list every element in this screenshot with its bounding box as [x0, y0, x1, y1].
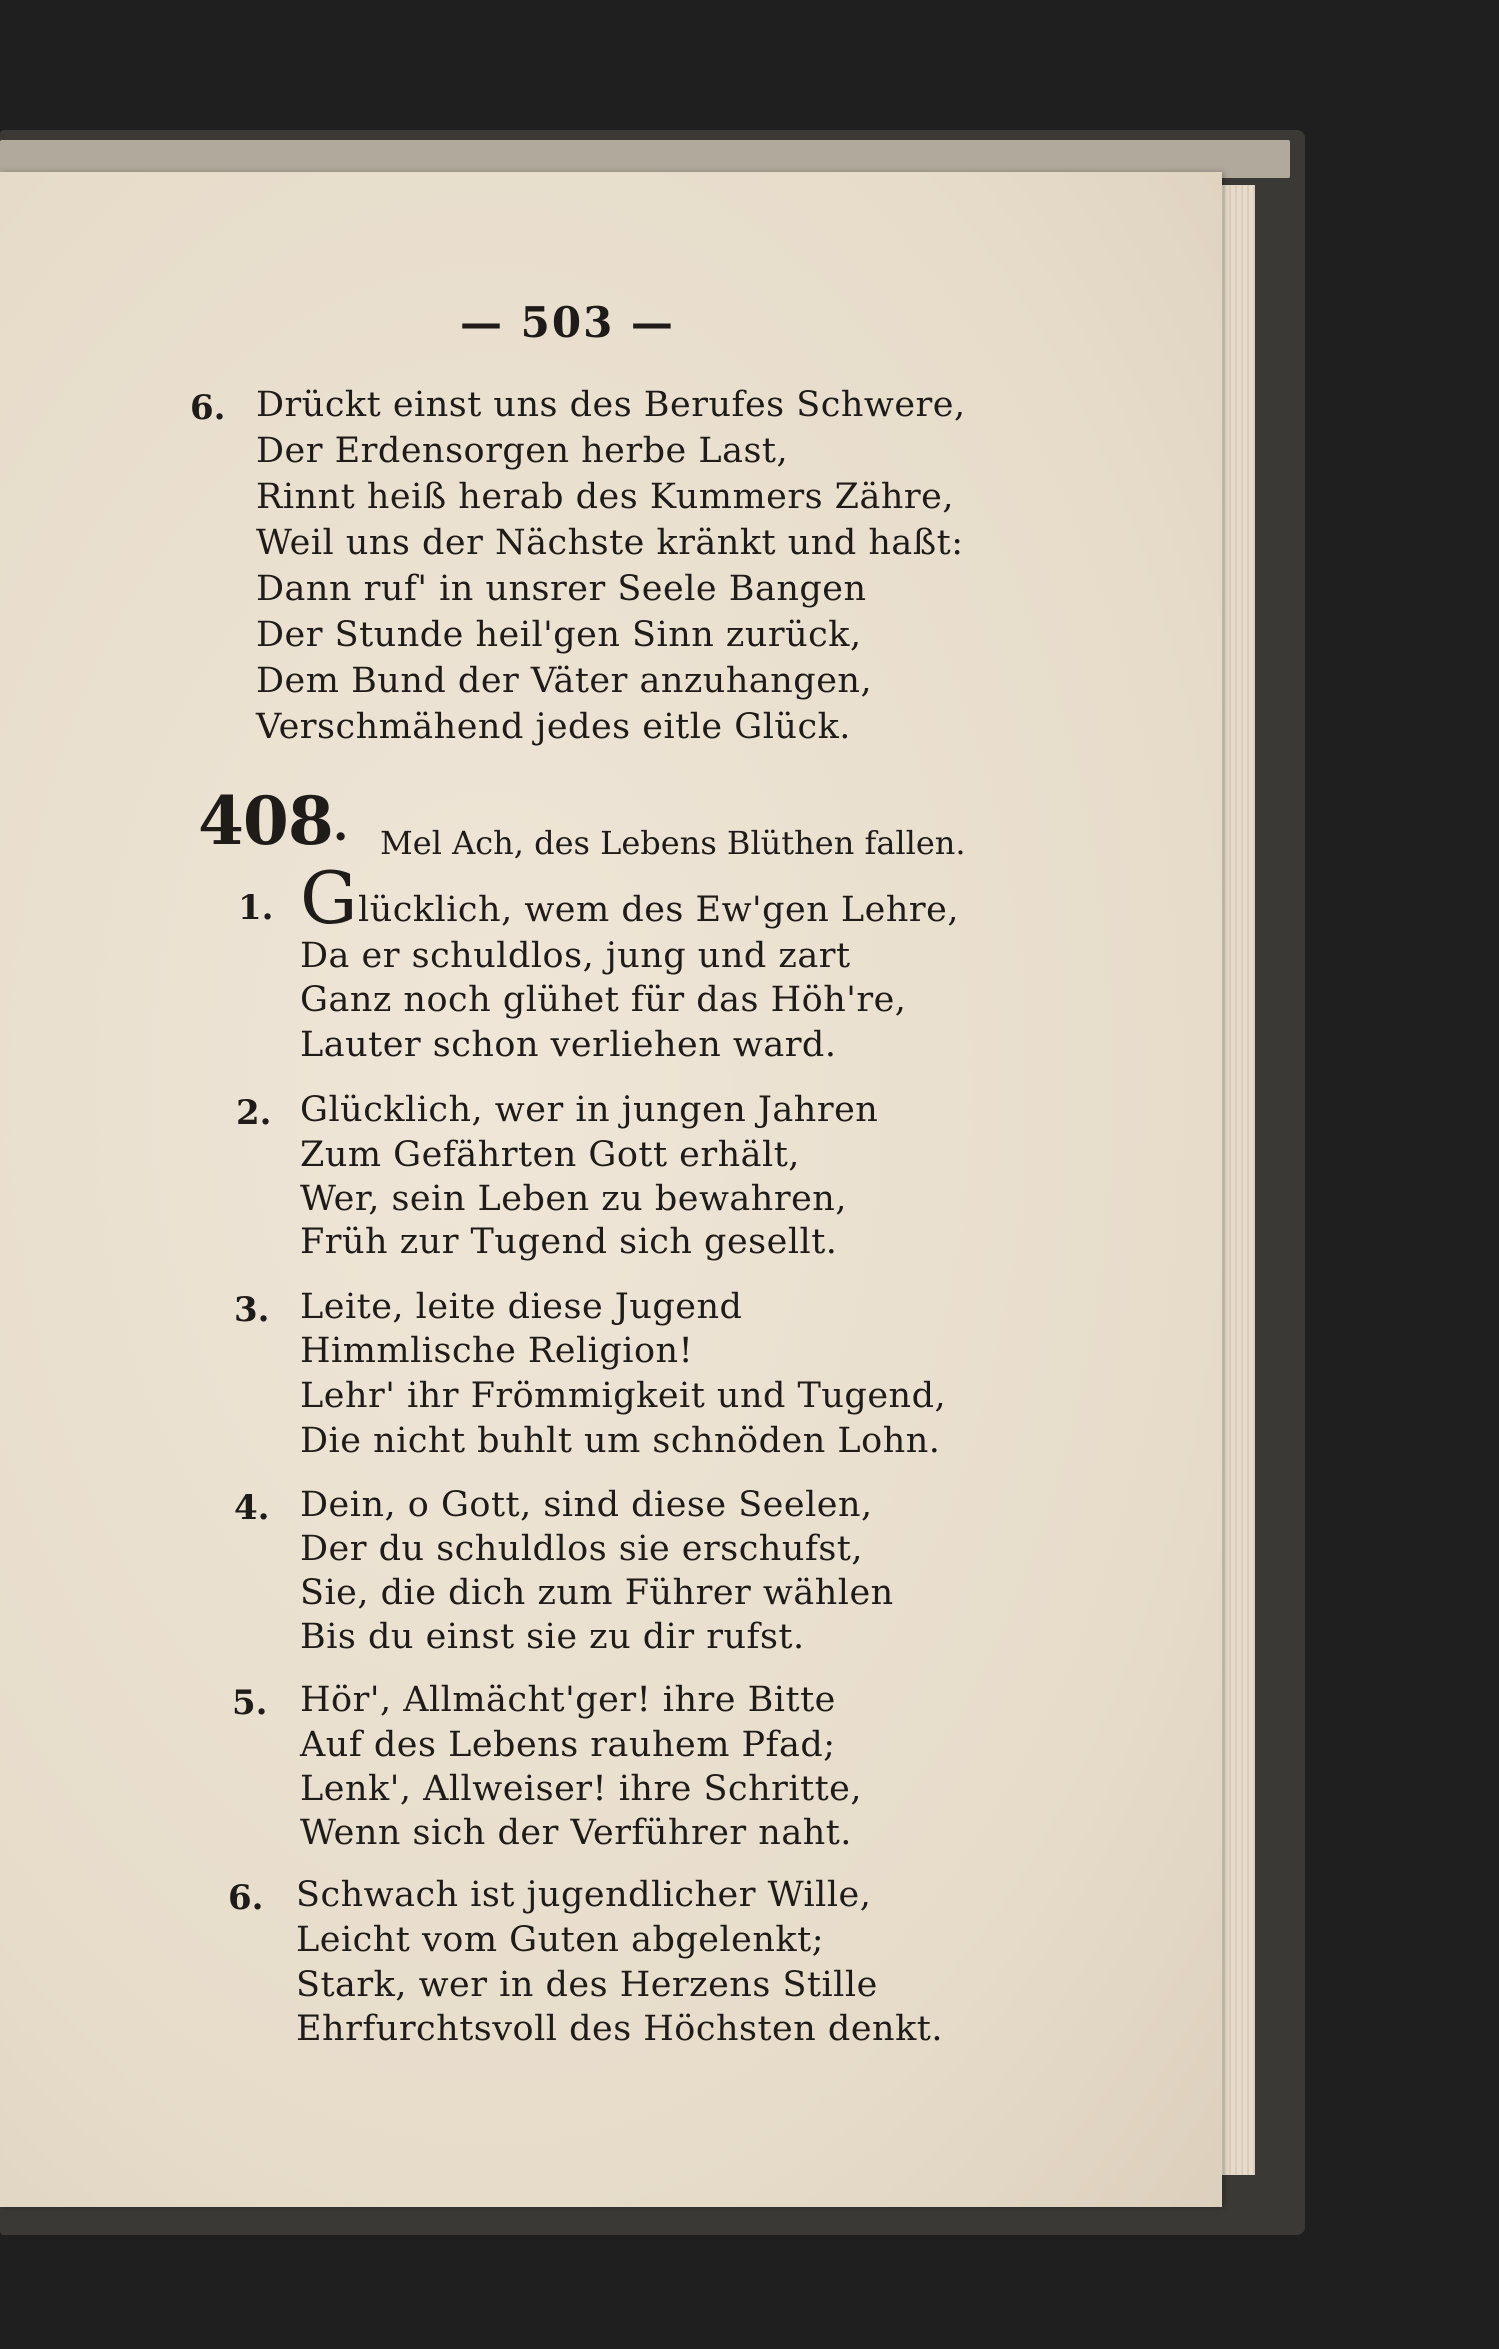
verse-line: Ganz noch glühet für das Höh're,	[300, 980, 907, 1020]
melody-reference: Mel Ach, des Lebens Blüthen fallen.	[380, 824, 966, 862]
verse-line: Der Erdensorgen herbe Last,	[256, 431, 789, 471]
verse-line: Wer, sein Leben zu bewahren,	[300, 1179, 847, 1219]
verse-line: Ehrfurchtsvoll des Höchsten denkt.	[296, 2009, 943, 2049]
verse-number: 6.	[228, 1878, 264, 1918]
hymn-number-dot: .	[333, 800, 349, 851]
verse-line: Rinnt heiß herab des Kummers Zähre,	[256, 477, 954, 517]
verse-line: Hör', Allmächt'ger! ihre Bitte	[300, 1680, 836, 1720]
verse-number: 5.	[232, 1683, 268, 1723]
verse-line: Bis du einst sie zu dir rufst.	[300, 1617, 805, 1657]
verse-line: Sie, die dich zum Führer wählen	[300, 1573, 894, 1613]
verse-line: lücklich, wem des Ew'gen Lehre,	[358, 890, 959, 930]
verse-number: 4.	[234, 1488, 270, 1528]
page-number: — 503 —	[460, 298, 675, 347]
verse-line: Der Stunde heil'gen Sinn zurück,	[256, 615, 862, 655]
verse-line: Leite, leite diese Jugend	[300, 1287, 743, 1327]
verse-number: 6.	[190, 388, 226, 428]
drop-cap: G	[300, 856, 358, 940]
verse-number: 2.	[236, 1093, 272, 1133]
verse-line: Himmlische Religion!	[300, 1331, 694, 1371]
verse-line: Auf des Lebens rauhem Pfad;	[300, 1725, 836, 1765]
verse-line: Weil uns der Nächste kränkt und haßt:	[256, 523, 964, 563]
verse-line: Drückt einst uns des Berufes Schwere,	[256, 385, 966, 425]
verse-line: Schwach ist jugendlicher Wille,	[296, 1875, 872, 1915]
verse-line: Lenk', Allweiser! ihre Schritte,	[300, 1769, 863, 1809]
verse-line: Wenn sich der Verführer naht.	[300, 1813, 852, 1853]
verse-line: Lauter schon verliehen ward.	[300, 1025, 837, 1065]
hymn-number: 408	[198, 782, 333, 860]
verse-line: Glücklich, wer in jungen Jahren	[300, 1090, 879, 1130]
verse-line: Stark, wer in des Herzens Stille	[296, 1965, 878, 2005]
verse-line: Verschmähend jedes eitle Glück.	[256, 707, 851, 747]
verse-line: Dann ruf' in unsrer Seele Bangen	[256, 569, 867, 609]
verse-line: Der du schuldlos sie erschufst,	[300, 1529, 863, 1569]
verse-line: Da er schuldlos, jung und zart	[300, 936, 851, 976]
verse-number: 1.	[238, 888, 274, 928]
verse-line: Früh zur Tugend sich gesellt.	[300, 1222, 838, 1262]
verse-line: Die nicht buhlt um schnöden Lohn.	[300, 1421, 941, 1461]
verse-line: Leicht vom Guten abgelenkt;	[296, 1920, 824, 1960]
verse-line: Dein, o Gott, sind diese Seelen,	[300, 1485, 873, 1525]
verse-line: Zum Gefährten Gott erhält,	[300, 1135, 800, 1175]
verse-line: Lehr' ihr Frömmigkeit und Tugend,	[300, 1376, 947, 1416]
verse-line: Dem Bund der Väter anzuhangen,	[256, 661, 873, 701]
verse-number: 3.	[234, 1290, 270, 1330]
